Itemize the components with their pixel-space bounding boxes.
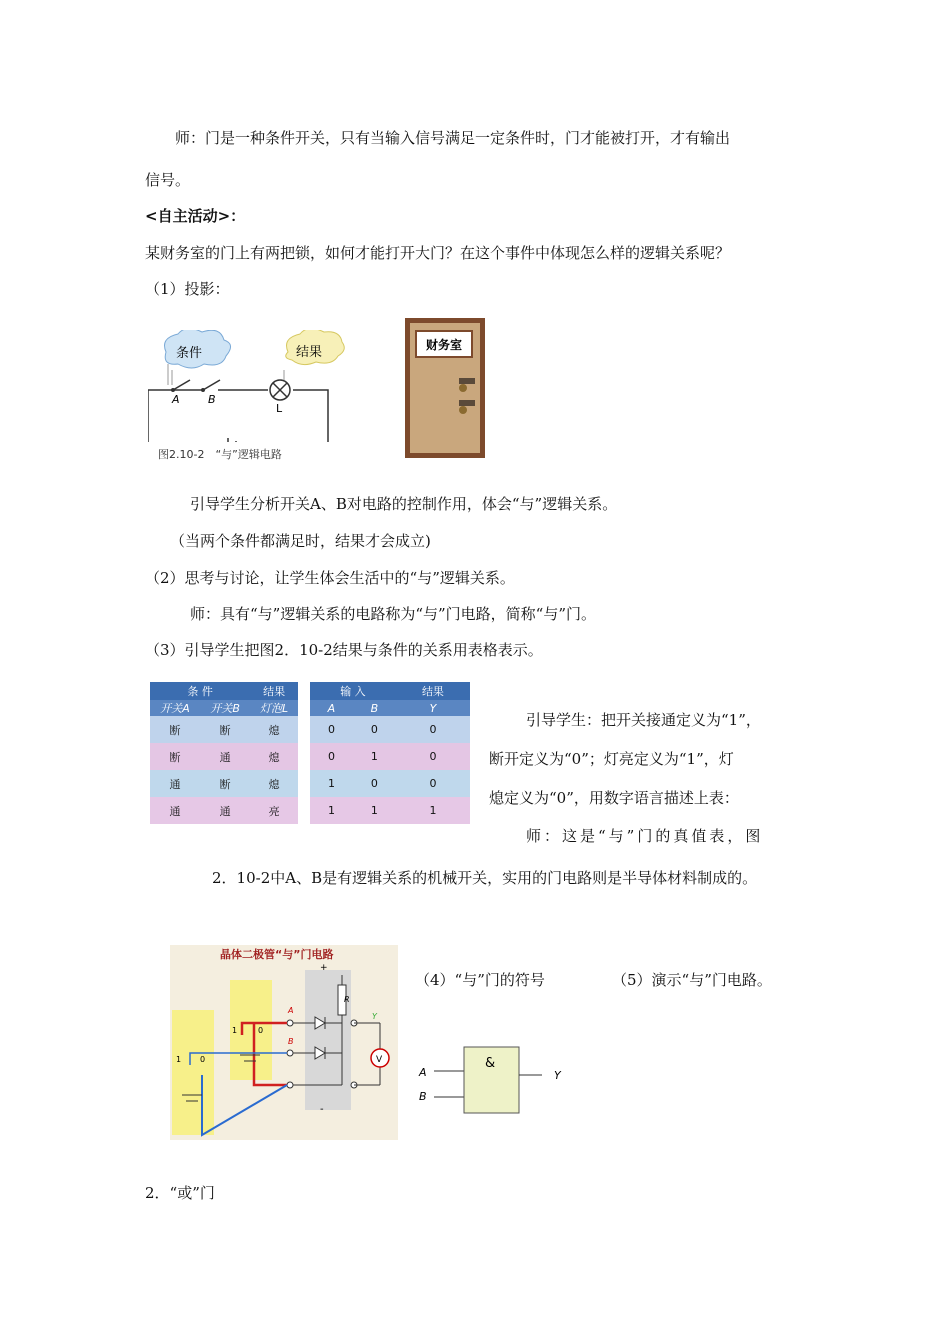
section-heading-activity: <自主活动>：	[145, 207, 246, 225]
condition-result-table	[150, 682, 298, 824]
table-cell: 断	[200, 770, 250, 797]
door-sign-text: 财务室	[425, 338, 463, 352]
table2-sub-y: Y	[396, 700, 470, 716]
table-cell: 1	[310, 797, 353, 824]
question-text: 某财务室的门上有两把锁，如何才能打开大门？在这个事件中体现怎么样的逻辑关系呢？	[145, 244, 731, 262]
table-cell: 0	[396, 716, 470, 743]
table-cell: 通	[150, 797, 200, 824]
table-row	[150, 716, 298, 743]
output-y-label: Y	[372, 1012, 377, 1021]
continuation-text: 2．10-2中A、B是有逻辑关系的机械开关，实用的门电路则是半导体材料制成的。	[212, 869, 758, 887]
table1-sub-b: 开关B	[200, 700, 250, 716]
switch-a-label: A	[172, 393, 180, 406]
table2-header-input: 输 入	[310, 682, 396, 700]
gate-input-a: A	[419, 1066, 427, 1079]
table-row	[310, 770, 470, 797]
table-cell: 1	[353, 743, 396, 770]
figure-caption: 图2.10-2 “与”逻辑电路	[158, 448, 282, 461]
table-cell: 1	[396, 797, 470, 824]
table1-header-condition: 条 件	[150, 682, 250, 700]
table-cell: 通	[150, 770, 200, 797]
guide-analysis-text: 引导学生分析开关A、B对电路的控制作用，体会“与”逻辑关系。	[190, 495, 618, 513]
table-cell: 断	[150, 743, 200, 770]
table-cell: 熄	[250, 770, 298, 797]
table-cell: 熄	[250, 716, 298, 743]
table-row	[150, 743, 298, 770]
side-text-line-2: 断开定义为“0”；灯亮定义为“1”，灯	[489, 750, 734, 768]
gate-ampersand: &	[485, 1056, 496, 1071]
table1-header-result: 结果	[250, 682, 298, 700]
section-or-gate: 2．“或”门	[145, 1184, 215, 1202]
table-row	[310, 716, 470, 743]
table-cell: 断	[150, 716, 200, 743]
cloud-label-condition: 条件	[176, 346, 203, 361]
switch-b-off-label: 0	[258, 1026, 264, 1035]
side-text-line-4: 师：这是“与”门的真值表，图	[526, 827, 764, 845]
step-2-text: （2）思考与讨论，让学生体会生活中的“与”逻辑关系。	[145, 569, 515, 587]
table-cell: 0	[353, 770, 396, 797]
paragraph-teacher-intro: 师：门是一种条件开关，只有当输入信号满足一定条件时，门才能被打开，才有输出	[175, 129, 731, 147]
input-a-label: A	[288, 1006, 294, 1015]
switch-b-label: B	[208, 393, 216, 406]
step-5-text: （5）演示“与”门电路。	[612, 971, 772, 989]
switch-b-on-label: 1	[232, 1026, 238, 1035]
table1-sub-l: 灯泡L	[250, 700, 298, 716]
minus-terminal: -	[320, 1104, 324, 1115]
table-row	[310, 743, 470, 770]
table-cell: 1	[310, 770, 353, 797]
input-b-label: B	[288, 1037, 294, 1046]
table1-sub-a: 开关A	[150, 700, 200, 716]
table-cell: 0	[396, 743, 470, 770]
gate-output-y: Y	[554, 1069, 561, 1082]
table-cell: 通	[200, 743, 250, 770]
step-3-text: （3）引导学生把图2．10-2结果与条件的关系用表格表示。	[145, 641, 543, 659]
diode-figure-title: 晶体二极管“与”门电路	[220, 948, 334, 961]
table-cell: 0	[353, 716, 396, 743]
table-cell: 1	[353, 797, 396, 824]
table2-header-result: 结果	[396, 682, 470, 700]
switch-a-off-label: 0	[200, 1055, 206, 1064]
table-cell: 通	[200, 797, 250, 824]
note-both-conditions: （当两个条件都满足时，结果才会成立)	[170, 532, 431, 550]
table-cell: 0	[310, 743, 353, 770]
side-text-line-3: 熄定义为“0”，用数字语言描述上表：	[489, 789, 739, 807]
lamp-label: L	[276, 402, 283, 415]
truth-table	[310, 682, 470, 824]
cloud-label-result: 结果	[296, 345, 323, 360]
table-cell: 亮	[250, 797, 298, 824]
side-text-line-1: 引导学生：把开关接通定义为“1”，	[526, 711, 761, 729]
paragraph-teacher-intro-end: 信号。	[145, 171, 191, 189]
and-logic-circuit-figure	[148, 330, 348, 465]
gate-input-b: B	[419, 1090, 427, 1103]
table-cell: 熄	[250, 743, 298, 770]
table-row	[310, 797, 470, 824]
resistor-label: R	[344, 995, 350, 1004]
table-cell: 0	[396, 770, 470, 797]
switch-a-on-label: 1	[176, 1055, 182, 1064]
teacher-and-gate-definition: 师：具有“与”逻辑关系的电路称为“与”门电路，简称“与”门。	[190, 605, 597, 623]
plus-terminal: +	[320, 963, 328, 973]
table-cell: 0	[310, 716, 353, 743]
diode-and-gate-figure	[170, 945, 398, 1140]
voltmeter-label: V	[376, 1055, 383, 1065]
table-row	[150, 770, 298, 797]
table2-sub-b: B	[353, 700, 396, 716]
finance-door-image	[405, 318, 485, 458]
table-cell: 断	[200, 716, 250, 743]
table-row	[150, 797, 298, 824]
step-1-label: （1）投影：	[145, 280, 230, 298]
and-gate-symbol	[412, 1045, 572, 1125]
table2-sub-a: A	[310, 700, 353, 716]
step-4-text: （4）“与”门的符号	[415, 971, 545, 989]
